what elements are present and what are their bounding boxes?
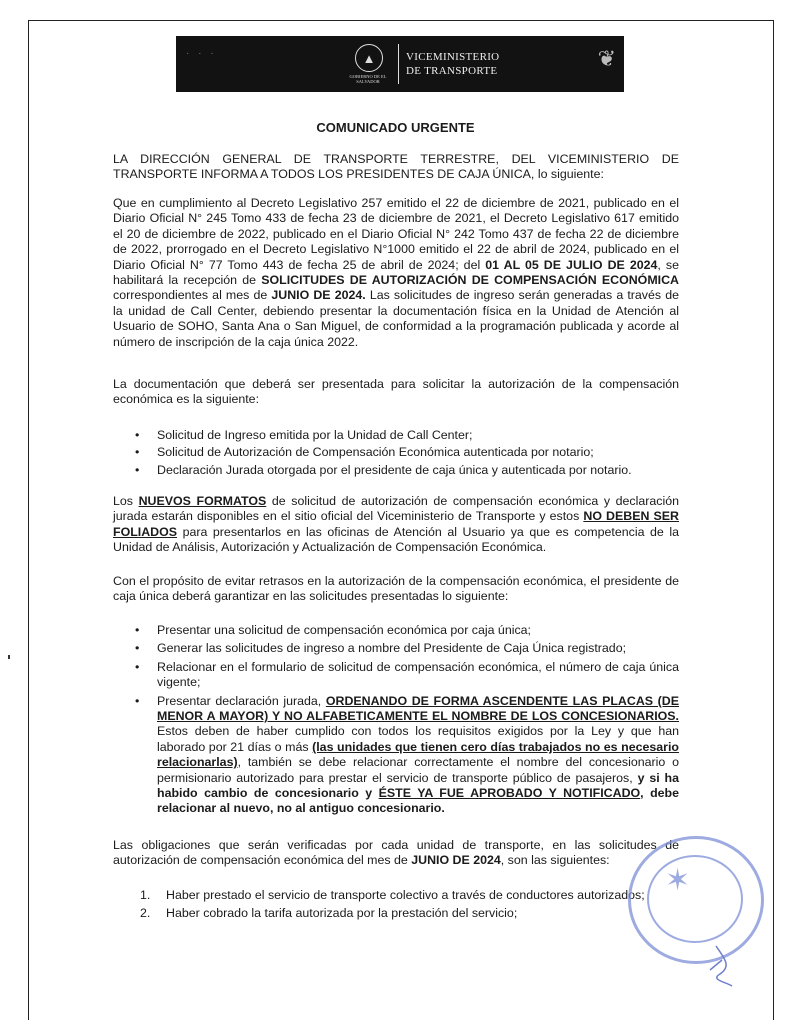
list-item: • Presentar declaración jurada, ORDENANDO DE FORMA ASCENDENTE LAS PLACAS (DE MENOR A MAYOR) Y NO ALFABETICAMENTE EL NOMBRE DE LOS CONCESIONARIOS. Estos deben de haber cumplido con todos los requisitos exigidos por la Ley y que han laborado por 21 días o más (las unidades que tienen cero días trabajados no es necesario relacionarlas), también se debe relacionar correctamente el nombre del concesionario o permisionario autorizado para prestar el servicio de transporte público de pasajeros, y si ha habido cambio de concesionario y ÉSTE YA FUE APROBADO Y NOTIFICADO, debe relacionar al nuevo, no al antiguo concesionario. (113, 694, 679, 817)
documentation-list (113, 428, 679, 480)
letterhead-banner (176, 36, 624, 92)
scan-mark (8, 655, 10, 659)
list-item: • Generar las solicitudes de ingreso a nombre del Presidente de Caja Única registrado; (113, 641, 679, 656)
list-item: • Solicitud de Autorización de Compensación Económica autenticada por notario; (113, 445, 679, 460)
list-item: 1. Haber prestado el servicio de transporte colectivo a través de conductores autorizados; (140, 888, 645, 902)
documentation-intro: La documentación que deberá ser presentada para solicitar la autorización de la compensación económica es la siguiente: (113, 377, 679, 407)
requirements-list (113, 623, 679, 820)
stamp-inner-ring (647, 855, 743, 943)
decorative-pattern: · · · (186, 48, 217, 59)
official-stamp (628, 836, 764, 964)
stamp-emblem-icon: ✶ (665, 864, 691, 897)
ministry-title-line2: DE TRANSPORTE (406, 65, 498, 77)
formats-paragraph: Los NUEVOS FORMATOS de solicitud de autorización de compensación económica y declaración jurada estarán disponibles en el sitio oficial del Viceministerio de Transporte y estos NO DEBEN SER FOLIADOS para presentarlos en las oficinas de Atención al Usuario ya que es competencia de la Unidad de Análisis, Autorización y Actualización de Compensación Económica. (113, 494, 680, 555)
ministry-title (406, 50, 499, 78)
list-item: • Declaración Jurada otorgada por el presidente de caja única y autenticada por notario. (113, 463, 679, 478)
banner-divider (398, 44, 399, 84)
purpose-paragraph: Con el propósito de evitar retrasos en la autorización de la compensación económica, el presidente de caja única deberá garantizar en las solicitudes presentadas lo siguiente: (113, 574, 679, 604)
list-item: • Solicitud de Ingreso emitida por la Unidad de Call Center; (113, 428, 679, 443)
eagle-emblem-icon: ❦ (597, 46, 616, 71)
list-item: 2. Haber cobrado la tarifa autorizada por la prestación del servicio; (140, 906, 518, 921)
coat-of-arms-icon: ▲ (355, 44, 383, 72)
seal-caption: GOBIERNO DE EL SALVADOR (349, 74, 387, 84)
list-item: • Relacionar en el formulario de solicitud de compensación económica, el número de caja única vigente; (113, 660, 679, 691)
signature (702, 940, 742, 990)
list-item: • Presentar una solicitud de compensación económica por caja única; (113, 623, 679, 638)
obligations-paragraph: Las obligaciones que serán verificadas por cada unidad de transporte, en las solicitudes de autorización de compensación económica del mes de JUNIO DE 2024, son las siguientes: (113, 838, 679, 868)
decree-paragraph: Que en cumplimiento al Decreto Legislativo 257 emitido el 22 de diciembre de 2021, publicado en el Diario Oficial N° 245 Tomo 433 de fecha 23 de diciembre de 2021, el Decreto Legislativo 617 emitido el 20 de diciembre de 2022, publicado en el Diario Oficial N° 242 Tomo 437 de fecha 22 de diciembre de 2022, prorrogado en el Decreto Legislativo N°1000 emitido el 22 de abril de 2024, publicado en el Diario Oficial N° 77 Tomo 443 de fecha 25 de abril de 2024; del 01 AL 05 DE JULIO DE 2024, se habilitará la recepción de SOLICITUDES DE AUTORIZACIÓN DE COMPENSACIÓN ECONÓMICA correspondientes al mes de JUNIO DE 2024. Las solicitudes de ingreso serán generadas a través de la unidad de Call Center, debiendo presentar la documentación física en la Unidad de Atención al Usuario de SOHO, Santa Ana o San Miguel, de conformidad a la programación publicada y acorde al número de inscripción de la caja única 2022. (113, 196, 679, 349)
obligations-list (113, 888, 713, 925)
intro-paragraph: LA DIRECCIÓN GENERAL DE TRANSPORTE TERRESTRE, DEL VICEMINISTERIO DE TRANSPORTE INFORMA A TODOS LOS PRESIDENTES DE CAJA ÚNICA, lo siguiente: (113, 152, 679, 182)
document-heading: COMUNICADO URGENTE (316, 120, 475, 135)
ministry-title-line1: VICEMINISTERIO (406, 51, 500, 63)
